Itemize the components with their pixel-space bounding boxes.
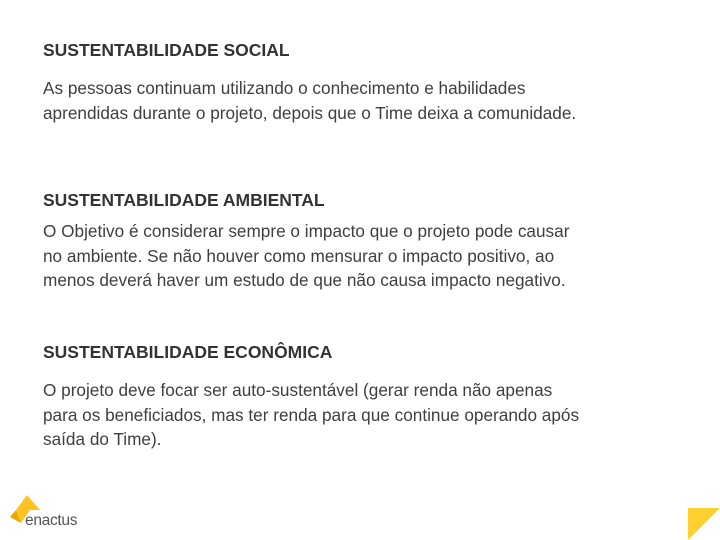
- section-body-ambiental: O Objetivo é considerar sempre o impacto que o projeto pode causar no ambiente. Se não houver como mensurar o impacto positivo, ao menos deverá haver um estudo de que não causa impacto negativo.: [43, 221, 570, 290]
- section-title-social: SUSTENTABILIDADE SOCIAL: [43, 40, 290, 60]
- enactus-logo: [10, 495, 110, 535]
- section-economica: [43, 342, 683, 452]
- section-body-social: As pessoas continuam utilizando o conhecimento e habilidades aprendidas durante o projeto, depois que o Time deixa a comunidade.: [43, 78, 577, 123]
- logo-text: enactus: [25, 512, 78, 529]
- section-body-economica: O projeto deve focar ser auto-sustentável (gerar renda não apenas para os beneficiados, mas ter renda para que continue operando após saída do Time).: [43, 380, 580, 449]
- section-title-ambiental: SUSTENTABILIDADE AMBIENTAL: [43, 190, 325, 210]
- section-social: [43, 40, 683, 125]
- yellow-triangle-icon: [688, 508, 720, 540]
- section-title-economica: SUSTENTABILIDADE ECONÔMICA: [43, 342, 333, 362]
- section-ambiental: [43, 190, 683, 293]
